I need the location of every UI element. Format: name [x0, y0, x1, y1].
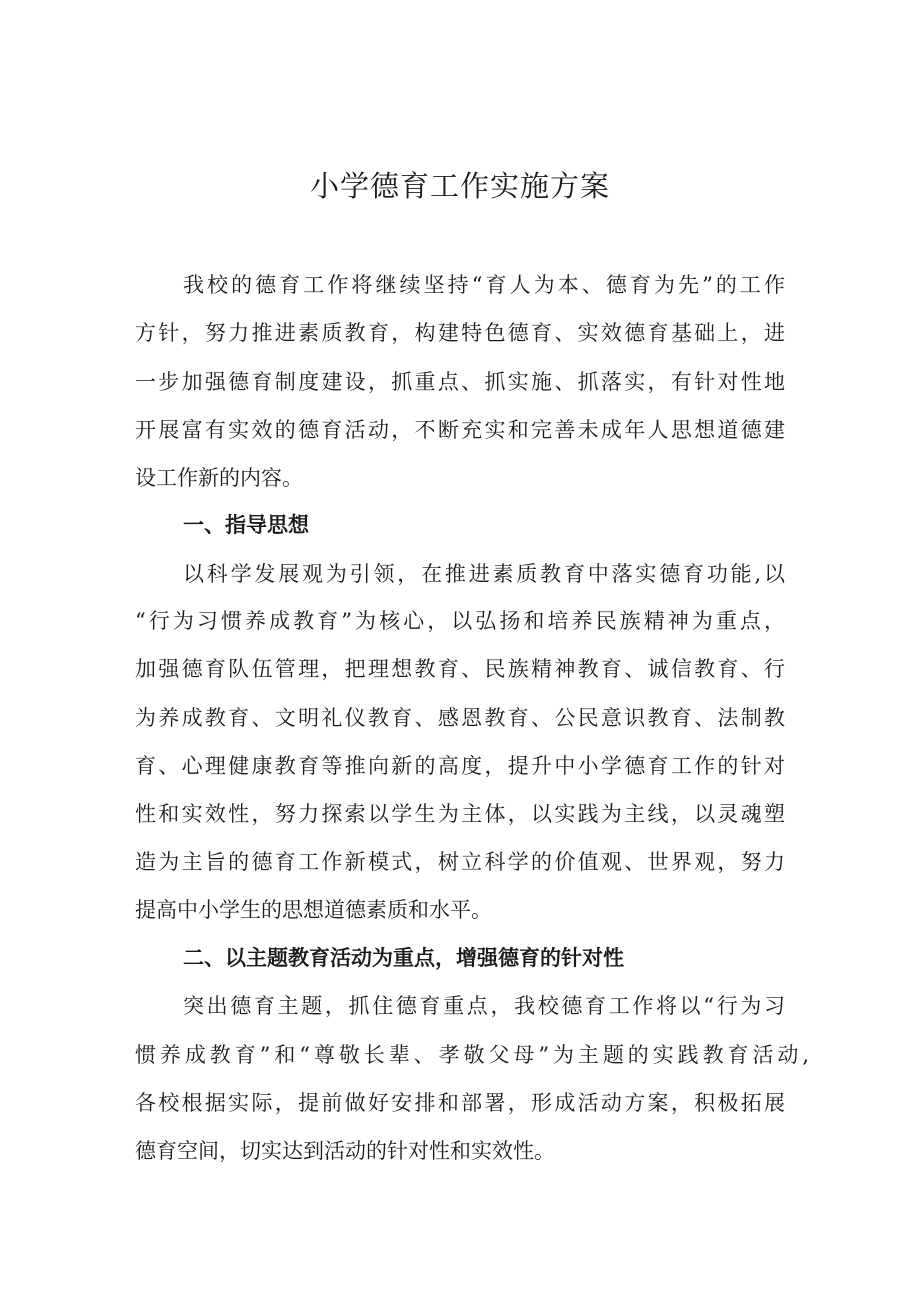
section2-line: 惯养成教育”和“尊敬长辈、孝敬父母”为主题的实践教育活动, [135, 1043, 809, 1067]
section1-line: 性和实效性，努力探索以学生为主体，以实践为主线，以灵魂塑 [135, 802, 785, 826]
section1-line: “行为习惯养成教育”为核心，以弘扬和培养民族精神为重点， [135, 609, 785, 633]
section2-line: 德育空间，切实达到活动的针对性和实效性。 [135, 1139, 555, 1163]
section1-line: 造为主旨的德育工作新模式，树立科学的价值观、世界观，努力 [135, 850, 785, 874]
intro-line: 开展富有实效的德育活动，不断充实和完善未成年人思想道德建 [135, 418, 785, 442]
intro-line: 方针，努力推进素质教育，构建特色德育、实效德育基础上，进 [135, 321, 785, 345]
intro-line: 我校的德育工作将继续坚持“育人为本、德育为先”的工作 [183, 273, 785, 297]
section1-line: 以科学发展观为引领，在推进素质教育中落实德育功能,以 [183, 562, 785, 586]
section2-line: 各校根据实际，提前做好安排和部署，形成活动方案，积极拓展 [135, 1091, 785, 1115]
intro-line: 设工作新的内容。 [135, 466, 303, 490]
section1-line: 育、心理健康教育等推向新的高度，提升中小学德育工作的针对 [135, 754, 785, 778]
section1-line: 加强德育队伍管理，把理想教育、民族精神教育、诚信教育、行 [135, 657, 785, 681]
section2-line: 突出德育主题，抓住德育重点，我校德育工作将以“行为习 [183, 994, 785, 1018]
intro-line: 一步加强德育制度建设，抓重点、抓实施、抓落实，有针对性地 [135, 370, 785, 394]
document-title: 小学德育工作实施方案 [309, 169, 610, 203]
section1-line: 为养成教育、文明礼仪教育、感恩教育、公民意识教育、法制教 [135, 706, 785, 730]
section-heading-theme-education: 二、以主题教育活动为重点，增强德育的针对性 [183, 946, 624, 970]
section-heading-guiding-ideology: 一、指导思想 [183, 513, 309, 537]
section1-line: 提高中小学生的思想道德素质和水平。 [135, 898, 492, 922]
